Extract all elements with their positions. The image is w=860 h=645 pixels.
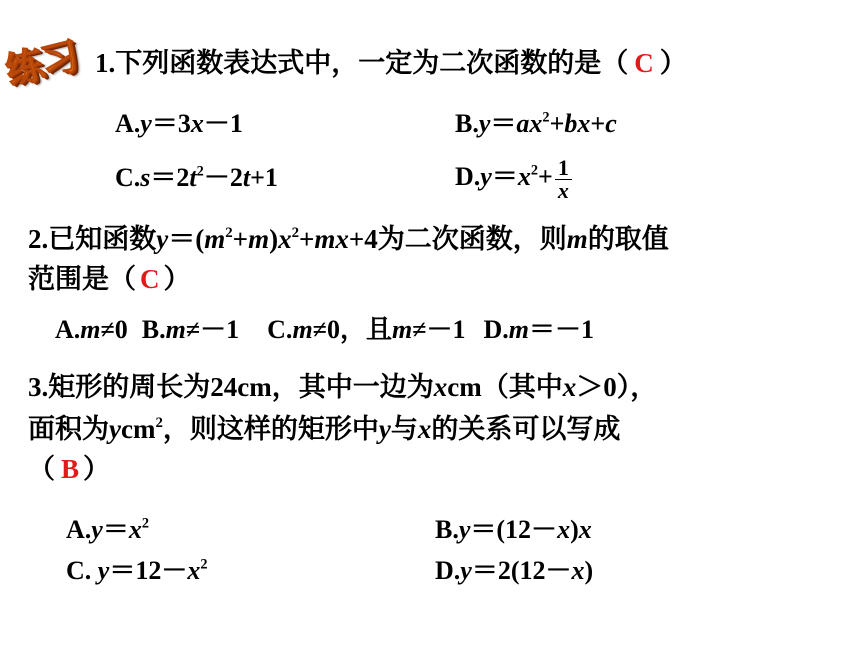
q1-option-d: $D.y=x^2+$ $\frac{1}{x}$	[455, 144, 572, 210]
question-1-stem: 1.下列函数表达式中，一定为二次函数的是（ C ）	[95, 48, 687, 78]
q2-option-d: D.m＝－1	[483, 315, 594, 344]
practice-badge	[0, 20, 105, 110]
q2-option-b: B.m≠－1	[141, 315, 240, 344]
q3-option-b: B.y＝(12－x)x	[435, 515, 592, 544]
question-2-stem-line1: 2.已知函数$y=(m^2+m)x^2+mx+4$为二次函数，则m的取值	[28, 224, 669, 254]
q2-option-c: C.m≠0，且m≠－1	[267, 315, 466, 344]
q1-option-c: $C.s=2t^2-2t+1$	[115, 163, 278, 192]
q2-option-a: A.m≠0	[55, 315, 128, 344]
q3-option-a: $A.y=x^2$	[66, 515, 149, 544]
question-2-stem-line2: 范围是（ C ）	[28, 264, 191, 294]
q2-options	[55, 314, 594, 346]
question-3-stem-line2: 面积为ycm$^2$，则这样的矩形中y与x的关系可以写成	[28, 414, 621, 444]
q1-option-a: A.y＝3x－1	[115, 109, 243, 138]
badge-label: 练习	[1, 33, 82, 94]
question-2-answer: C	[140, 264, 160, 294]
q1-option-b: $B.y=ax^2+bx+c$	[455, 109, 617, 138]
question-3-answer: B	[61, 454, 80, 484]
question-3-stem-line3: （ B ）	[28, 454, 111, 484]
question-3-stem-line1: 3.矩形的周长为24cm，其中一边为xcm（其中x＞0），	[28, 372, 658, 402]
q3-option-d: D.y＝2(12－x)	[435, 556, 594, 585]
q3-option-c: C. $y=12-x^2$	[66, 556, 208, 585]
fraction-one-over-x: $\frac{1}{x}$	[555, 157, 572, 202]
question-1-answer: C	[634, 48, 654, 78]
